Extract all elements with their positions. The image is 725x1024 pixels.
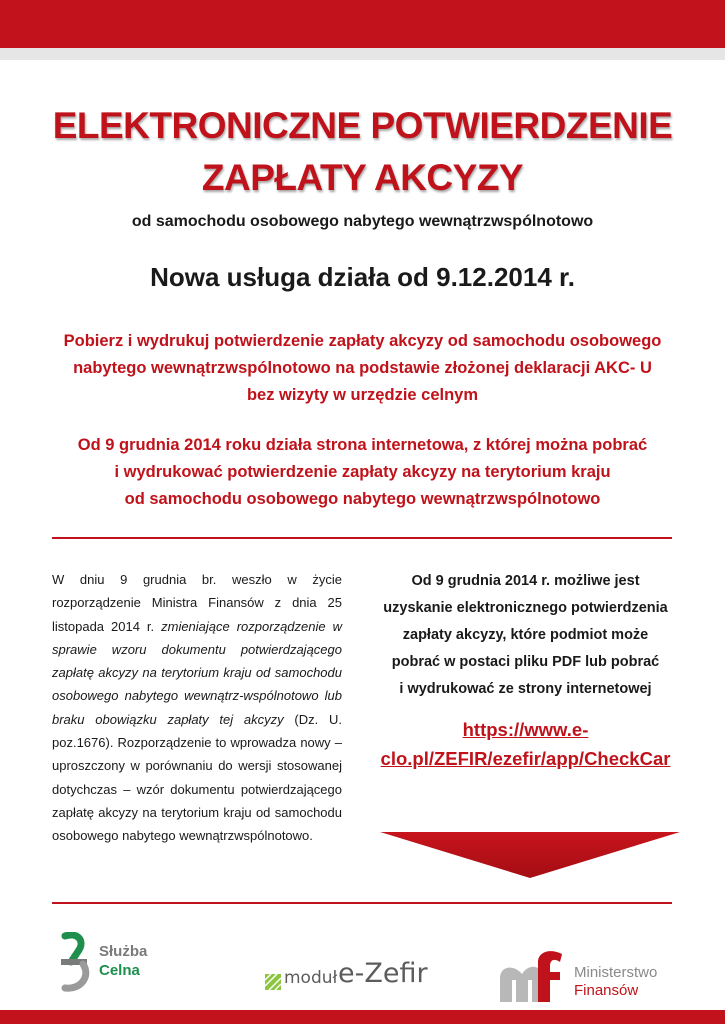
service-line-2: uzyskanie elektronicznego potwierdzenia bbox=[383, 600, 668, 616]
mf-line-1: Ministerstwo bbox=[574, 964, 658, 981]
intro-1-line-1: Pobierz i wydrukuj potwierdzenie zapłaty akcyzy od samochodu osobowego bbox=[63, 332, 662, 350]
intro-1-line-3: bez wizyty w urzędzie celnym bbox=[246, 386, 479, 404]
service-line-1: Od 9 grudnia 2014 r. możliwe jest bbox=[411, 573, 640, 589]
service-info-text bbox=[368, 568, 683, 703]
intro-paragraph-1 bbox=[30, 328, 695, 409]
intro-paragraph-2 bbox=[30, 432, 695, 513]
launch-date-heading: Nowa usługa działa od 9.12.2014 r. bbox=[150, 262, 575, 292]
zefir-small-text: moduł bbox=[284, 968, 338, 988]
ministerstwo-finansow-logo bbox=[500, 948, 690, 1008]
service-line-5: i wydrukować ze strony internetowej bbox=[399, 681, 652, 697]
divider-top bbox=[52, 537, 672, 539]
sc-line-2: Celna bbox=[99, 962, 140, 979]
intro-1-line-2: nabytego wewnątrzwspólnotowo na podstawie złożonej deklaracji AKC- U bbox=[73, 359, 652, 377]
checkcar-link[interactable] bbox=[368, 715, 683, 773]
sc-line-1: Służba bbox=[99, 943, 148, 960]
top-banner-shadow bbox=[0, 48, 725, 60]
regulation-title-italic: zmieniające rozporządzenie w sprawie wzoru dokumentu potwierdzającego zapłatę akcyzy na terytorium kraju od samochodu osobowego nabytego wewnątrz-wspólnotowo lub braku obowiązku zapłaty tej akcyzy bbox=[52, 618, 342, 727]
link-line-1[interactable]: https://www.e- bbox=[462, 719, 589, 740]
page-title bbox=[0, 100, 725, 204]
ministerstwo-finansow-text bbox=[574, 964, 657, 1000]
link-line-2[interactable]: clo.pl/ZEFIR/ezefir/app/CheckCar bbox=[380, 748, 671, 769]
down-arrow-icon bbox=[380, 832, 680, 878]
regulation-description bbox=[52, 568, 342, 848]
top-banner bbox=[0, 0, 725, 48]
intro-2-line-1: Od 9 grudnia 2014 roku działa strona internetowa, z której można pobrać bbox=[77, 436, 648, 454]
regulation-text-part-1: W dniu 9 grudnia br. weszło w życie rozporządzenie Ministra Finansów z dnia 25 listopada 2014 r. bbox=[52, 572, 342, 634]
title-line-1: ELEKTRONICZNE POTWIERDZENIE bbox=[52, 105, 673, 146]
mf-line-2: Finansów bbox=[574, 982, 639, 999]
sluzba-celna-logo-icon bbox=[55, 932, 99, 994]
sluzba-celna-text bbox=[99, 942, 147, 980]
service-line-3: zapłaty akcyzy, które podmiot może bbox=[402, 627, 649, 643]
service-line-4: pobrać w postaci pliku PDF lub pobrać bbox=[391, 654, 660, 670]
regulation-text-part-2: (Dz. U. poz.1676). Rozporządzenie to wprowadza nowy – uproszczony w porównaniu do wersji stosowanej dotychczas – wzór dokumentu potwierdzającego zapłatę akcyzy na terytorium kraju od samochodu osobowego nabytego wewnątrzwspólnotowo. bbox=[52, 711, 342, 844]
zefir-big-text: e-Zefir bbox=[338, 958, 428, 989]
subtitle: od samochodu osobowego nabytego wewnątrzwspólnotowo bbox=[131, 213, 594, 230]
e-zefir-logo bbox=[265, 960, 435, 996]
intro-2-line-3: od samochodu osobowego nabytego wewnątrzwspólnotowo bbox=[124, 490, 601, 508]
title-line-2: ZAPŁATY AKCYZY bbox=[201, 157, 524, 198]
ministerstwo-finansow-logo-icon bbox=[500, 948, 568, 1004]
intro-2-line-2: i wydrukować potwierdzenie zapłaty akcyzy na terytorium kraju bbox=[114, 463, 611, 481]
sluzba-celna-logo bbox=[55, 932, 185, 994]
e-zefir-logo-icon bbox=[265, 974, 281, 990]
service-info bbox=[368, 568, 683, 773]
divider-bottom bbox=[52, 902, 672, 904]
bottom-banner bbox=[0, 1010, 725, 1024]
